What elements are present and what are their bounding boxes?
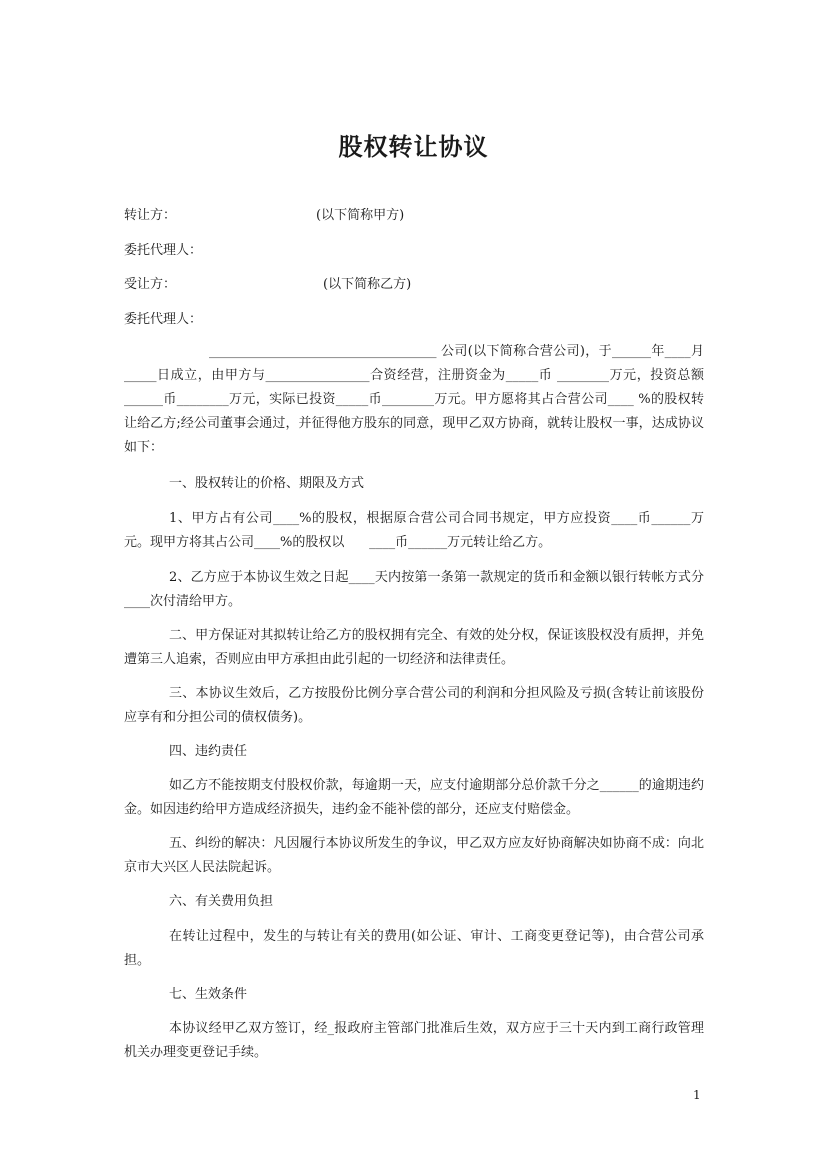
section-heading-1: 一、股权转让的价格、期限及方式	[169, 476, 365, 491]
section-7-paragraph: 本协议经甲乙双方签订，经_报政府主管部门批准后生效，双方应于三十天内到工商行政管理机关办理变更登记手续。	[124, 1021, 704, 1060]
section-heading-6: 六、有关费用负担	[169, 894, 274, 909]
section-6-paragraph: 在转让过程中，发生的与转让有关的费用(如公证、审计、工商变更登记等)，由合营公司承担。	[124, 929, 704, 968]
section-heading-4: 四、违约责任	[169, 744, 248, 759]
agent-label-1: 委托代理人：	[124, 243, 203, 258]
section-heading-7: 七、生效条件	[169, 987, 248, 1002]
clause-1-1: 1、甲方占有公司____%的股权，根据原合营公司合同书规定，甲方应投资____币______万元。现甲方将其占公司____%的股权以 ____币______万元转让给乙方。	[124, 511, 704, 550]
section-2-paragraph: 二、甲方保证对其拟转让给乙方的股权拥有完全、有效的处分权，保证该股权没有质押，并免遭第三人追索，否则应由甲方承担由此引起的一切经济和法律责任。	[124, 628, 704, 667]
transferee-alias: (以下简称乙方)	[323, 277, 412, 292]
agent-label-2: 委托代理人：	[124, 312, 203, 327]
section-3-paragraph: 三、本协议生效后，乙方按股份比例分享合营公司的利润和分担风险及亏损(含转让前该股份应享有和分担公司的债权债务)。	[124, 686, 704, 725]
document-title: 股权转让协议	[338, 132, 489, 161]
transferor-alias: (以下简称甲方)	[316, 208, 405, 223]
section-4-paragraph: 如乙方不能按期支付股权价款，每逾期一天，应支付逾期部分总价款千分之______的逾期违约金。如因违约给甲方造成经济损失，违约金不能补偿的部分，还应支付赔偿金。	[124, 778, 704, 817]
section-5-paragraph: 五、纠纷的解决：凡因履行本协议所发生的争议，甲乙双方应友好协商解决如协商不成：向北京市大兴区人民法院起诉。	[124, 836, 704, 875]
intro-paragraph: ___________________________________ 公司(以下简称合营公司)，于______年____月_____日成立，由甲方与________________合资经营，注册资金为_____币 ________万元，投资总额______币________万元，实际已投资_____币________万元。甲方愿将其占合营公司____ %的股权转让给乙方;经公司董事会通过，并征得他方股东的同意，现甲乙双方协商，就转让股权一事，达成协议如下：	[124, 344, 705, 455]
clause-1-2: 2、乙方应于本协议生效之日起____天内按第一条第一款规定的货币和金额以银行转帐方式分____次付清给甲方。	[124, 570, 704, 609]
page-number: 1	[693, 1088, 701, 1102]
transferor-label: 转让方：	[124, 208, 177, 223]
transferee-label: 受让方：	[124, 277, 177, 292]
